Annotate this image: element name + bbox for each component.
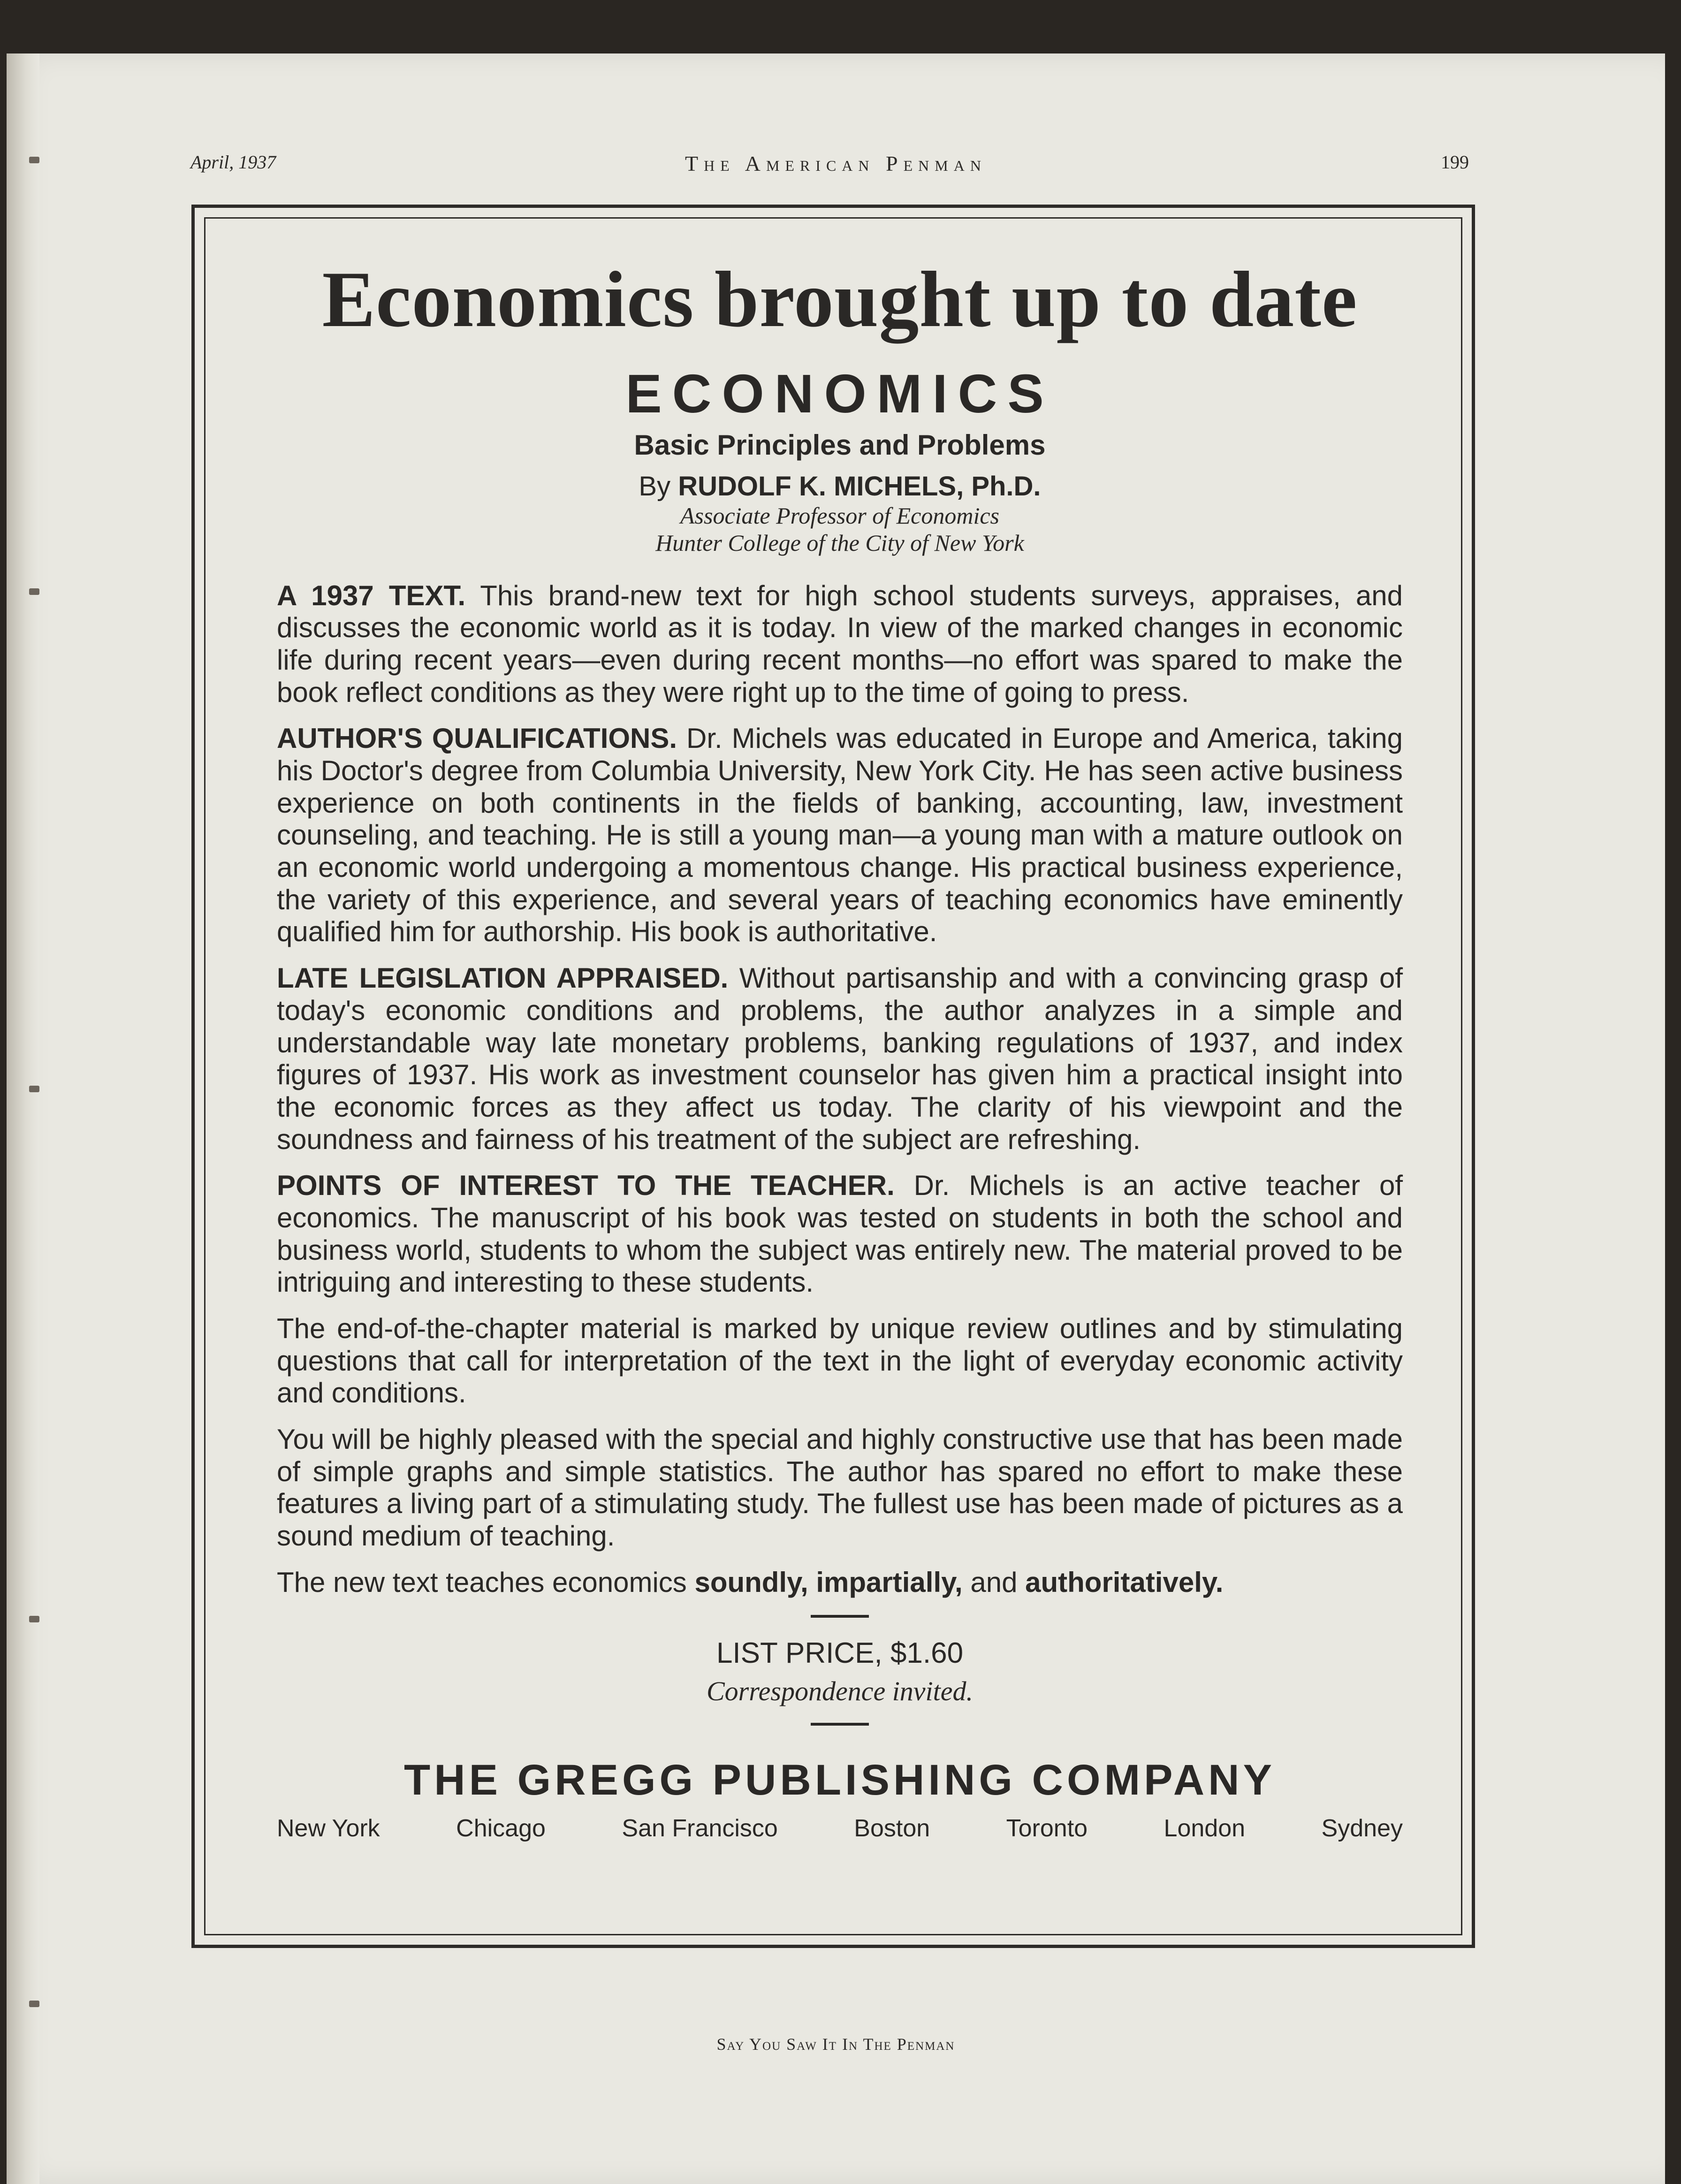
ad-headline: Economics brought up to date bbox=[322, 255, 1358, 343]
closing-prefix: The new text teaches economics bbox=[277, 1566, 695, 1598]
city: Toronto bbox=[1006, 1814, 1088, 1842]
author-name: RUDOLF K. MICHELS, Ph.D. bbox=[678, 471, 1041, 502]
section-lead: POINTS OF INTEREST TO THE TEACHER. bbox=[277, 1170, 895, 1202]
correspondence-note: Correspondence invited. bbox=[706, 1675, 974, 1706]
closing-separator: and bbox=[962, 1566, 1026, 1598]
advertisement-content bbox=[277, 256, 1403, 1842]
ad-body bbox=[277, 580, 1403, 1599]
publisher-name: THE GREGG PUBLISHING COMPANY bbox=[404, 1756, 1276, 1804]
page-footer: Say You Saw It In The Penman bbox=[716, 2035, 955, 2054]
city: Sydney bbox=[1321, 1814, 1403, 1842]
publisher-cities bbox=[277, 1814, 1403, 1842]
paragraph-chapter-material: The end-of-the-chapter material is marked by unique review outlines and by stimulating questions that call for interpretation of the text in the light of everyday economic activity and conditions. bbox=[277, 1313, 1403, 1409]
city: Boston bbox=[854, 1814, 930, 1842]
section-lead: A 1937 TEXT. bbox=[277, 579, 466, 611]
section-1937-text bbox=[277, 580, 1403, 709]
divider-rule bbox=[811, 1615, 869, 1618]
section-text: Dr. Michels is an active teacher of economics. The manuscript of his book was tested on students in both the school and business world, students to whom the subject was entirely new. The material proved to be intriguing and interesting to these students. bbox=[277, 1170, 1403, 1298]
section-lead: AUTHOR'S QUALIFICATIONS. bbox=[277, 723, 677, 754]
section-points-of-interest bbox=[277, 1170, 1403, 1299]
section-text: Dr. Michels was educated in Europe and America, taking his Doctor's degree from Columbia University, New York City. He has seen active business experience on both continents in the fields of banking, accounting, law, investment counseling, and teaching. He is still a young man—a young man with a mature outlook on an economic world undergoing a momentous change. His practical business experience, the variety of this experience, and several years of teaching economics have eminently qualified him for authorship. His book is authoritative. bbox=[277, 723, 1403, 948]
section-author-qualifications bbox=[277, 723, 1403, 948]
byline bbox=[277, 471, 1403, 502]
running-head bbox=[7, 151, 1665, 189]
issue-date: April, 1937 bbox=[190, 152, 276, 173]
binding-thread-mark bbox=[29, 1086, 39, 1092]
author-affiliation-college: Hunter College of the City of New York bbox=[655, 529, 1024, 556]
section-lead: LATE LEGISLATION APPRAISED. bbox=[277, 962, 729, 994]
city: San Francisco bbox=[622, 1814, 778, 1842]
city: New York bbox=[277, 1814, 380, 1842]
advertisement-frame bbox=[191, 205, 1475, 1948]
list-price: LIST PRICE, $1.60 bbox=[716, 1636, 964, 1669]
binding-thread-mark bbox=[29, 588, 39, 595]
city: London bbox=[1164, 1814, 1246, 1842]
book-subtitle: Basic Principles and Problems bbox=[634, 429, 1046, 461]
binding-thread-mark bbox=[29, 1616, 39, 1622]
section-text: Without partisanship and with a convincing grasp of today's economic conditions and problems, the author analyzes in a simple and understandable way late monetary problems, banking regulations of 1937, and index figures of 1937. His work as investment counselor has given him a practical insight into the economic forces as they affect us today. The clarity of his viewpoint and the soundness and fairness of his treatment of the subject are refreshing. bbox=[277, 962, 1403, 1155]
book-gutter bbox=[7, 53, 39, 2184]
closing-separator bbox=[808, 1567, 816, 1598]
closing-word-impartially: impartially, bbox=[816, 1566, 963, 1598]
magazine-page bbox=[7, 53, 1665, 2184]
closing-word-authoritatively: authoritatively. bbox=[1025, 1566, 1224, 1598]
paragraph-graphs-statistics: You will be highly pleased with the special and highly constructive use that has been made of simple graphs and simple statistics. The author has spared no effort to make these features a living part of a stimulating study. The fullest use has been made of pictures as a sound medium of teaching. bbox=[277, 1423, 1403, 1552]
author-affiliation-title: Associate Professor of Economics bbox=[680, 502, 999, 529]
binding-thread-mark bbox=[29, 2001, 39, 2007]
section-text: This brand-new text for high school students surveys, appraises, and discusses the economic world as it is today. In view of the marked changes in economic life during recent years—even during recent months—no effort was spared to make the book reflect conditions as they were right up to the time of going to press. bbox=[277, 579, 1403, 708]
magazine-title: The American Penman bbox=[685, 152, 987, 175]
page-number: 199 bbox=[1441, 152, 1469, 173]
book-title: ECONOMICS bbox=[625, 363, 1054, 424]
divider-rule bbox=[811, 1723, 869, 1726]
closing-word-soundly: soundly, bbox=[694, 1566, 808, 1598]
city: Chicago bbox=[456, 1814, 546, 1842]
section-late-legislation bbox=[277, 962, 1403, 1156]
closing-statement bbox=[277, 1567, 1403, 1599]
byline-prefix: By bbox=[639, 471, 678, 502]
